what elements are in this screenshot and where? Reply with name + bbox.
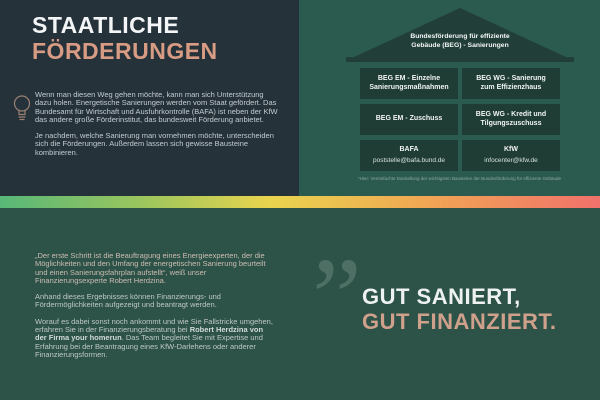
intro-paragraph-2: Je nachdem, welche Sanierung man vornehmen möchte, unterscheiden sich die Förderungen. Außerdem lassen sich gewisse Bausteine kombinieren. [35,131,274,157]
diagram-box-beg-em-zuschuss [360,104,458,135]
page-title [32,12,218,64]
intro-paragraph-1: Wenn man diesen Weg gehen möchte, kann man sich Unterstützung dazu holen. Energetische Sanierungen werden vom Staat gefördert. Das Bundesamt für Wirtschaft und Ausfuhrkontrolle (BAFA) ist neben der KfW das andere große Förderinstitut, das bundesweit Förderung anbietet. [35,90,278,124]
diagram-box-label: BEG WG - Sanierung zum Effizienzhaus [476,75,546,91]
slogan-line-2: GUT FINANZIERT. [362,309,557,334]
contact-email: infocenter@kfw.de [484,156,538,164]
quote-paragraph-3-post: . Das Team begleitet Sie mit Expertise und Erfahrung bei der Beantragung eines KfW-Darlehens oder anderer Finanzierungsformen. [35,333,263,359]
diagram-footnote: *Hier: Vereinfachte Darstellung der wichtigsten Bausteine der Bundesförderung für effiziente Gebäude [358,176,562,181]
slogan [362,284,557,334]
diagram-box-label: BEG WG - Kredit und Tilgungszuschuss [475,111,547,127]
title-line-2: FÖRDERUNGEN [32,38,218,64]
title-line-1: STAATLICHE [32,12,180,38]
roof-label: Bundesförderung für effiziente Gebäude (BEG) - Sanierungen [410,33,510,49]
diagram-box-beg-wg-kredit [462,104,560,135]
contact-email: poststelle@bafa.bund.de [372,156,445,164]
contact-name: KfW [504,146,518,153]
diagram-box-beg-wg-sanierung [462,68,560,99]
quote-paragraph-3-pre: Worauf es dabei sonst noch ankommt und wie Sie Fallstricke umgehen, erfahren Sie in der Finanzierungsberatung bei [35,316,273,335]
quotation-mark-icon: ” [312,236,360,360]
expert-quote-text [35,252,275,367]
contact-box-kfw [462,140,560,171]
quote-paragraph-3-bold: Robert Herdzina von der Firma your homerun [35,325,264,343]
diagram-box-beg-em-einzelne [360,68,458,99]
quote-paragraph-1: „Der erste Schritt ist die Beauftragung eines Energieexperten, der die Möglichkeiten und den Umfang der energetischen Sanierung beurteilt und einen Sanierungsfahrplan aufstellt“, weiß unser Finanzierungsexperte Robert Herdzina. [35,251,266,285]
quote-paragraph-2: Anhand dieses Ergebnisses können Finanzierungs- und Fördermöglichkeiten aufgezeigt und beantragt werden. [35,292,221,310]
diagram-box-label: BEG EM - Einzelne Sanierungsmaßnahmen [369,75,449,91]
contact-name: BAFA [399,146,419,153]
quote-paragraph-3 [35,318,275,359]
intro-text [35,91,280,165]
diagram-box-label: BEG EM - Zuschuss [375,115,443,123]
lightbulb-icon [12,93,32,132]
gradient-divider-stripe [0,196,600,208]
contact-box-bafa [360,140,458,171]
house-roof-eave [346,57,574,62]
slogan-line-1: GUT SANIERT, [362,284,521,309]
